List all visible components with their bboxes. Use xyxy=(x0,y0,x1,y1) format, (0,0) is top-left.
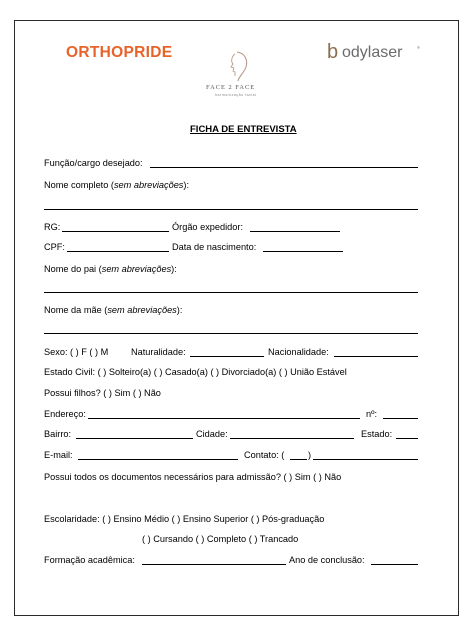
estado-field[interactable] xyxy=(396,438,418,439)
bairro-field[interactable] xyxy=(76,438,193,439)
estado-civil-options[interactable]: Estado Civil: ( ) Solteiro(a) ( ) Casado(a) ( ) Divorciado(a) ( ) União Estável xyxy=(44,367,347,377)
numero-field[interactable] xyxy=(383,418,418,419)
bodylaser-logo: odylaser xyxy=(342,44,403,61)
naturalidade-label: Naturalidade: xyxy=(131,347,186,357)
registered-mark: ® xyxy=(417,45,420,50)
nome-field[interactable] xyxy=(44,209,418,210)
formacao-label: Formação acadêmica: xyxy=(44,555,135,565)
face2face-subtitle: harmonização facial xyxy=(215,93,257,97)
endereco-field[interactable] xyxy=(88,418,360,419)
face-profile-icon xyxy=(225,50,251,82)
form-title: FICHA DE ENTREVISTA xyxy=(190,124,297,135)
nascimento-field[interactable] xyxy=(263,251,343,252)
contato-field[interactable] xyxy=(313,459,418,460)
mae-field[interactable] xyxy=(44,333,418,334)
conclusao-field[interactable] xyxy=(371,564,418,565)
escolaridade-status-options[interactable]: ( ) Cursando ( ) Completo ( ) Trancado xyxy=(142,534,299,544)
orgao-label: Órgão expedidor: xyxy=(172,222,243,232)
ddd-field[interactable] xyxy=(290,459,307,460)
nacionalidade-label: Nacionalidade: xyxy=(268,347,329,357)
filhos-options[interactable]: Possui filhos? ( ) Sim ( ) Não xyxy=(44,388,161,398)
funcao-field[interactable] xyxy=(150,167,418,168)
cpf-field[interactable] xyxy=(67,251,169,252)
form-page xyxy=(14,20,459,616)
numero-label: nº: xyxy=(366,409,378,419)
cidade-label: Cidade: xyxy=(196,429,228,439)
cidade-field[interactable] xyxy=(230,438,354,439)
orthopride-logo: ORTHOPRIDE xyxy=(66,44,173,61)
naturalidade-field[interactable] xyxy=(190,356,264,357)
sexo-options[interactable]: Sexo: ( ) F ( ) M xyxy=(44,347,109,357)
email-label: E-mail: xyxy=(44,450,73,460)
estado-label: Estado: xyxy=(361,429,393,439)
email-field[interactable] xyxy=(78,459,238,460)
nome-label: Nome completo (sem abreviações): xyxy=(44,180,190,190)
rg-field[interactable] xyxy=(62,231,169,232)
mae-label: Nome da mãe (sem abreviações): xyxy=(44,305,183,315)
pai-field[interactable] xyxy=(44,292,418,293)
escolaridade-options[interactable]: Escolaridade: ( ) Ensino Médio ( ) Ensino Superior ( ) Pós-graduação xyxy=(44,514,325,524)
nacionalidade-field[interactable] xyxy=(334,356,418,357)
bodylaser-logo-b: b xyxy=(327,41,339,63)
pai-label: Nome do pai (sem abreviações): xyxy=(44,264,177,274)
contato-label: Contato: ( xyxy=(244,450,285,460)
rg-label: RG: xyxy=(44,222,61,232)
documentos-options[interactable]: Possui todos os documentos necessários para admissão? ( ) Sim ( ) Não xyxy=(44,472,342,482)
endereco-label: Endereço: xyxy=(44,409,86,419)
orgao-field[interactable] xyxy=(250,231,340,232)
face2face-logo: FACE 2 FACE xyxy=(206,84,256,91)
bairro-label: Bairro: xyxy=(44,429,72,439)
cpf-label: CPF: xyxy=(44,242,65,252)
conclusao-label: Ano de conclusão: xyxy=(289,555,365,565)
contato-close: ) xyxy=(308,450,312,460)
funcao-label: Função/cargo desejado: xyxy=(44,158,143,168)
nascimento-label: Data de nascimento: xyxy=(172,242,257,252)
formacao-field[interactable] xyxy=(142,564,286,565)
